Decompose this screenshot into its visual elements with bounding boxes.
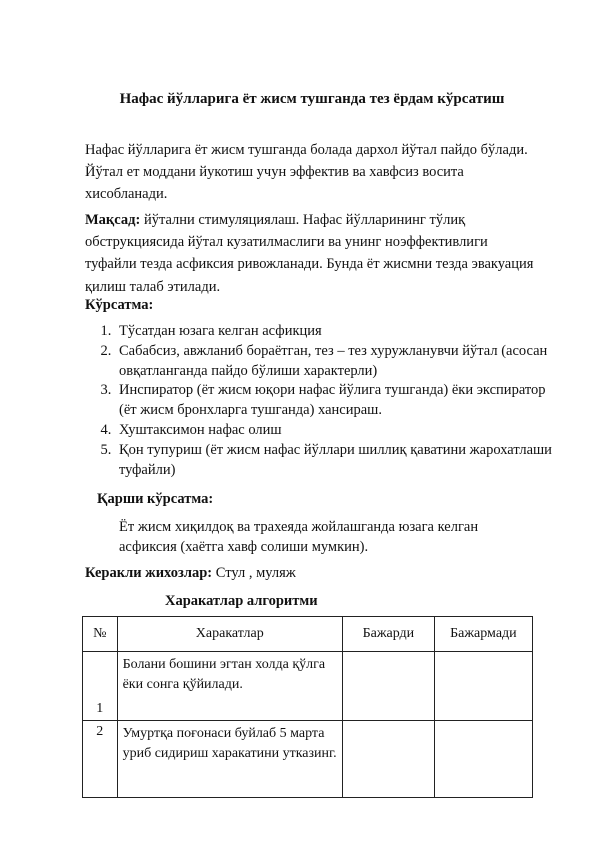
row-done-cell — [342, 721, 434, 798]
row-done-cell — [342, 652, 434, 721]
list-item: 2. Сабабсиз, авжланиб бораётган, тез – тез хуружланувчи йўтал (асосан овқатланганда пайдо бўлиши характерли) — [115, 342, 565, 382]
goal-paragraph — [85, 209, 540, 298]
equipment-line — [85, 565, 296, 582]
contraindications-heading: Қарши кўрсатма: — [97, 491, 214, 507]
contraindications-text: Ёт жисм хиқилдоқ ва трахеяда жойлашганда юзага келган асфиксия (хаётга хавф солиши мумкин). — [119, 519, 479, 555]
header-done: Бажарди — [342, 617, 434, 652]
intro-paragraph: Нафас йўлларига ёт жисм тушганда болада дархол йўтал пайдо бўлади. Йўтал ет моддани йукотиш учун эффектив ва хавфсиз восита хисобланади. — [85, 142, 528, 203]
row-number: 1 — [83, 652, 118, 721]
algorithm-title: Харакатлар алгоритми — [165, 593, 318, 609]
table-header-row — [83, 617, 533, 652]
header-actions: Харакатлар — [117, 617, 342, 652]
indications-heading: Кўрсатма: — [85, 297, 154, 313]
goal-text: йўтални стимуляциялаш. Нафас йўлларининг тўлиқ обструкциясида йўтал кузатилмаслиги ва унинг ноэффективлиги туфайли тезда асфиксия ривожланади. Бунда ёт жисмни тезда эвакуация қилиш талаб этилади. — [85, 212, 534, 295]
equipment-label: Керакли жихозлар: — [85, 565, 213, 581]
row-action: Болани бошини эгтан холда қўлга ёки сонга қўйилади. — [117, 652, 342, 721]
list-item: 1. Тўсатдан юзага келган асфикция — [115, 322, 565, 342]
list-item: 3. Инспиратор (ёт жисм юқори нафас йўлига тушганда) ёки экспиратор (ёт жисм бронхларга тушганда) хансираш. — [115, 381, 565, 421]
equipment-text: Стул , муляж — [212, 565, 296, 581]
page-title: Нафас йўлларига ёт жисм тушганда тез ёрдам кўрсатиш — [119, 91, 505, 107]
table-row — [83, 721, 533, 798]
algorithm-table — [82, 616, 533, 798]
row-not-done-cell — [434, 721, 532, 798]
table-row — [83, 652, 533, 721]
row-not-done-cell — [434, 652, 532, 721]
list-item: 4. Хуштаксимон нафас олиш — [115, 421, 565, 441]
row-number: 2 — [83, 721, 118, 798]
indications-list — [95, 322, 565, 480]
goal-label: Мақсад: — [85, 212, 141, 228]
list-item: 5. Қон тупуриш (ёт жисм нафас йўллари шиллиқ қаватини жарохатлаши туфайли) — [115, 441, 565, 481]
row-action: Умуртқа поғонаси буйлаб 5 марта уриб сидириш харакатини утказинг. — [117, 721, 342, 798]
header-number: № — [83, 617, 118, 652]
header-not-done: Бажармади — [434, 617, 532, 652]
